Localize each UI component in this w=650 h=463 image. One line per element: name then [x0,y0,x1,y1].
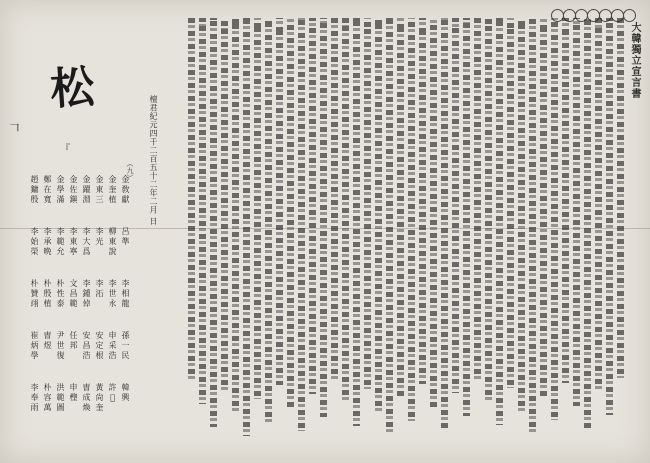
signatory-name: 金奎植 [108,175,117,205]
text-column [298,18,305,431]
signatory-name: 黃尙奎 [95,383,104,413]
text-column [309,18,316,394]
signatory-name: 金敎獻 [121,175,130,205]
text-column [254,18,261,399]
signatory-name: 李承晩 [43,227,52,257]
date-line: 檀君紀元四千二百五十二年二月 日 [149,95,158,226]
signatory-name: 柳東說 [108,227,117,257]
document-title: 大韓獨立宣言書 [629,22,640,99]
text-column [408,18,415,421]
seal-icon [623,9,636,22]
text-column [331,18,338,380]
signatory-name: 安定根 [95,331,104,361]
signatory-name: 朴性泰 [56,279,65,309]
signatory-name: 金躍淵 [82,175,91,205]
text-column [584,18,591,429]
text-column [386,18,393,435]
text-column [617,18,624,378]
declaration-body [174,10,624,450]
signatory-name: 金東三 [95,175,104,205]
signatory-name: 李相龍 [121,279,130,309]
text-column [232,18,239,413]
text-column [276,18,283,385]
signatory-heading: （九） [126,160,134,181]
signatory-name: 金佐鎭 [69,175,78,205]
signatory-name: 尹世復 [56,331,65,361]
signatory-name: 呂準 [121,227,130,247]
text-column [210,18,217,427]
signatory-name: 安昌浩 [82,331,91,361]
signatory-name: 朴容萬 [43,383,52,413]
text-column [496,18,503,425]
signatory-name: 文昌範 [69,279,78,309]
text-column [419,18,426,384]
signatory-name: 任邦 [69,331,78,351]
text-column [562,18,569,383]
text-column [474,18,481,379]
text-column [430,18,437,407]
signatory-name: 洪範圖 [56,383,65,413]
signatory-name: 申采浩 [108,331,117,361]
text-column [199,18,206,404]
calligraphy-mark: 松 [48,61,97,116]
text-column [375,18,382,412]
text-column [463,18,470,416]
text-column [507,18,514,388]
text-column [243,18,250,436]
text-column [342,18,349,403]
text-column [518,18,525,411]
signatory-name: 李始榮 [30,227,39,257]
signatory-name: 朴殷植 [43,279,52,309]
signatory-name: 韓興 [121,383,130,403]
signatory-name: 李世永 [108,279,117,309]
text-column [287,18,294,408]
text-column [573,18,580,406]
text-column [353,18,360,426]
signatory-name: 李光 [95,227,104,247]
text-column [551,18,558,420]
signatory-name: 曺成煥 [82,383,91,413]
ink-mark: 『 [60,144,70,155]
signatory-name: 趙鏞殷 [30,175,39,205]
signatory-name: 李鍾倬 [82,279,91,309]
signatory-name: 孫一民 [121,331,130,361]
text-column [441,18,448,430]
text-column [221,18,228,390]
text-column [540,18,547,397]
calligraphy-dot: 𠃍 [8,122,22,137]
signatory-name: 崔炳學 [30,331,39,361]
signatory-name: 曺煜 [43,331,52,351]
text-column [529,18,536,434]
text-column [397,18,404,398]
signatory-name: 金學滿 [56,175,65,205]
text-column [606,18,613,415]
signatory-name: 李奉雨 [30,383,39,413]
signatory-name: 許𤇋 [108,383,117,404]
text-column [320,18,327,417]
text-column [364,18,371,389]
signatory-name: 鄭在寬 [43,175,52,205]
text-column [485,18,492,402]
signatory-name: 李範允 [56,227,65,257]
signatory-name: 朴贊翊 [30,279,39,309]
signatory-list [20,175,135,445]
signatory-name: 李東寧 [69,227,78,257]
signatory-name: 申檉 [69,383,78,403]
signatory-name: 李沰 [95,279,104,299]
text-column [595,18,602,392]
text-column [452,18,459,393]
signatory-name: 李大爲 [82,227,91,257]
text-column [265,18,272,422]
text-column [188,18,195,381]
